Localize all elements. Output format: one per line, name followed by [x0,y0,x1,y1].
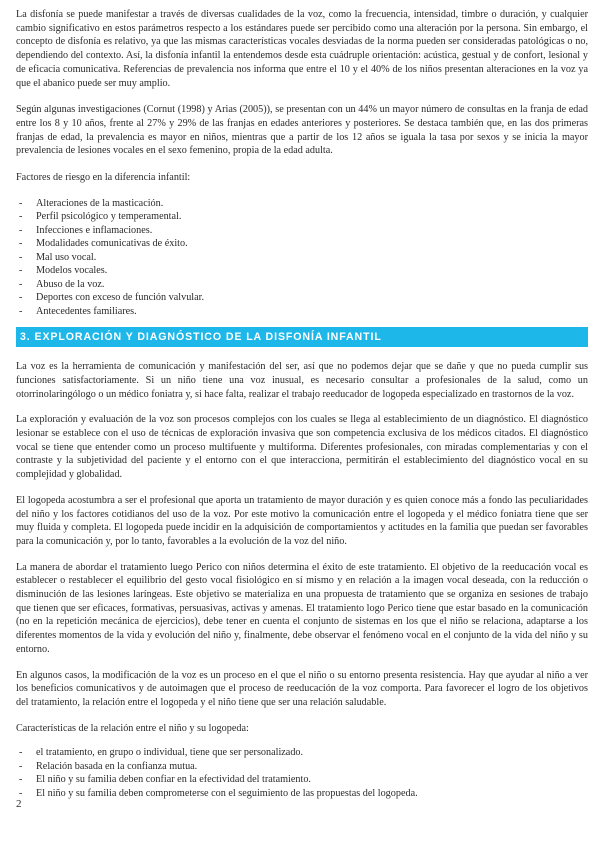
list-item: - el tratamiento, en grupo o individual, tiene que ser personalizado. [19,747,304,759]
paragraph-exploration: La exploración y evaluación de la voz son procesos complejos con los cuales se llega al establecimiento de un diagnóstico. El diagnóstico lesionar se establece con el uso de técnicas de exploración invasiva que son competencia exclusiva de los médicos citados. El diagnóstico vocal se tiene que entender como un proceso multifuente y multiforma. Diferentes profesionales, con miradas complementarias y con el contraste y la subjetividad del paciente y el entorno con el que interacciona, permitirán el establecimiento del diagnóstico vocal en su complejidad y globalidad. [16,414,588,481]
list-item: - Alteraciones de la masticación. [19,197,164,209]
list-item: - Modalidades comunicativas de éxito. [19,238,188,250]
list-item: - Infecciones e inflamaciones. [19,224,153,236]
list-item: - El niño y su familia deben comprometerse con el seguimiento de las propuestas del logopeda. [19,787,418,799]
page-number: 2 [16,798,22,810]
paragraph-prevalence-studies: Según algunas investigaciones (Cornut (1998) y Arias (2005)), se presentan con un 44% un mayor número de consultas en la franja de edad entre los 8 y 10 años, frente al 27% y 29% de las franjas en edades anteriores y posteriores. Se destaca también que, en las dos primeras franjas de edad, la prevalencia es mayor en niños, mientras que a partir de los 12 años se iguala la tasa por sexos y se inicia la mayor prevalencia de lesiones vocales en el sexo femenino, propia de la edad adulta. [16,104,588,157]
list-item: - Perfil psicológico y temperamental. [19,211,182,223]
paragraph-treatment-approach: La manera de abordar el tratamiento luego Perico con niños determina el éxito de este tratamiento. El objetivo de la reeducación vocal es establecer o restablecer el equilibrio del gesto vocal fisiológico en sí mismo y en relación a la imagen vocal deseada, con la reducción o disminución de las lesiones laríngeas. Este objetivo se materializa en una propuesta de tratamiento que se organiza en sesiones de trabajo que tienen que ser eficaces, formativas, persuasivas, activas y amenas. El tratamiento logo Perico tiene que estar basado en la comunicación (no en la repetición mecánica de ejercicios), debe tener en cuenta el conjunto de sistemas en los que el niño se relaciona, adaptarse a los diferentes momentos de la vida y evolución del niño y, finalmente, debe observar el fenómeno vocal en el conjunto de la vida del niño y su entorno. [16,561,588,655]
list-item: - Mal uso vocal. [19,251,97,263]
list-item: - Modelos vocales. [19,265,108,277]
list-item: - Abuso de la voz. [19,278,105,290]
paragraph-logopeda-role: El logopeda acostumbra a ser el profesional que aporta un tratamiento de mayor duración y es quien conoce más a fondo las peculiaridades del niño y los factores cotidianos del uso de la voz. Por este motivo la comunicación entre el logopeda y el médico foniatra tiene que ser muy fluida y completa. El logopeda puede incidir en la adquisición de comportamientos y actitudes en la familia que puedan ser favorables para la comunicación y, por lo tanto, favorables a la evolución de la voz del niño. [16,494,588,547]
relation-list [16,746,588,800]
paragraph-resistance: En algunos casos, la modificación de la voz es un proceso en el que el niño o su entorno presenta resistencia. Hay que ayudar al niño a ver los beneficios comunicativos y de autoimagen que el proceso de reeducación de la voz comporta. Para favorecer el logro de los objetivos del tratamiento, la relación entre el logopeda y el niño tiene que ser una relación saludable. [16,669,588,708]
list-item: - Antecedentes familiares. [19,305,137,317]
relation-intro: Características de la relación entre el niño y su logopeda: [16,722,249,734]
section-heading: 3. EXPLORACIÓN Y DIAGNÓSTICO DE LA DISFONÍA INFANTIL [16,327,588,347]
list-item: - Deportes con exceso de función valvular. [19,292,205,304]
paragraph-disfonia-manifestation: La disfonía se puede manifestar a través de diversas cualidades de la voz, como la frecuencia, intensidad, timbre o duración, y cualquier cambio significativo en estos parámetros respecto a los estándares puede ser percibido como una alteración por la persona. Sin embargo, el concepto de disfonía es relativo, ya que las mismas características vocales desviadas de la norma pueden ser consideradas patológicas o no, dependiendo del contexto. Así, la disfonía infantil la entendemos desde esta cuádruple orientación: acústica, gestual y de confort, lesional y de eficacia comunicativa. Referencias de prevalencia nos informa que entre el 10 y el 40% de los niños presentan alteraciones en la voz ya que el abanico puede ser muy amplio. [16,9,588,89]
risk-factors-intro: Factores de riesgo en la diferencia infantil: [16,172,191,184]
document-page [16,8,588,800]
paragraph-voice-tool: La voz es la herramienta de comunicación y manifestación del ser, así que no podemos dejar que se dañe y que no pueda cumplir sus funciones satisfactoriamente. Si un niño tiene una voz inusual, es necesario consultar a profesionales de la salud, como un otorrinolaringólogo o un médico foniatra y, si hace falta, realizar el trabajo reeducador de logopeda especializado en trastornos de la voz. [16,361,588,400]
risk-factors-list [16,197,588,319]
list-item: - Relación basada en la confianza mutua. [19,760,198,772]
list-item: - El niño y su familia deben confiar en la efectividad del tratamiento. [19,774,311,786]
